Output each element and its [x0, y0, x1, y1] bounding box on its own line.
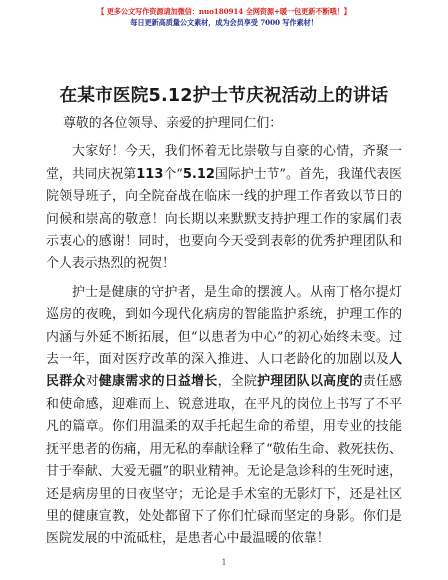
promo-line-wechat: 【 更多公文写作资源请加微信：nuo180914 全网资源+暖一包更新不断哦！】: [97, 7, 351, 16]
paragraph-2-bold-3: 护理团队以高度的: [257, 374, 363, 390]
festival-date: 5.12: [182, 166, 215, 182]
paragraph-nursing-role: [46, 282, 402, 551]
paragraph-1-text-a: 大家好！今天，我们怀着无比崇敬与自豪的心情，齐聚一堂，共同庆祝第: [46, 144, 402, 182]
paragraph-2-text-b: 对: [85, 374, 99, 390]
document-body: [46, 113, 402, 551]
paragraph-2-bold-2: 健康需求的日益增长: [98, 374, 218, 390]
paragraph-2-text-c: ，全院: [217, 374, 258, 390]
promo-banner: [0, 6, 448, 28]
page-number: 1: [221, 558, 227, 567]
document-title: 在某市医院5.12护士节庆祝活动上的讲话: [59, 86, 389, 106]
paragraph-2-bold-1: 人民群众: [46, 352, 402, 390]
paragraph-2-text-d: 责任感和使命感，迎难而上、锐意进取，在平凡的岗位上书写了不平凡的篇章。你们用温柔的双手托起生命的希望，用专业的技能抚平患者的伤痛，用无私的奉献诠释了“敬佑生命、救死扶伤、甘于奉献、大爱无疆”的职业精神。无论是急诊科的生死时速，还是病房里的日夜坚守；无论是手术室的无影灯下，还是社区里的健康宣教，处处都留下了你们忙碌而坚定的身影。你们是医院发展的中流砥柱，是患者心中最温暖的依靠！: [46, 374, 403, 547]
paragraph-2-text-a: 护士是健康的守护者，是生命的摆渡人。从南丁格尔提灯巡房的夜晚，到如今现代化病房的智能监护系统，护理工作的内涵与外延不断拓展，但“以患者为中心”的初心始终未变。过去一年，面对医疗改革的深入推进、人口老龄化的加剧以及: [46, 284, 402, 368]
salutation: 尊敬的各位领导、亲爱的护理同仁们：: [63, 116, 283, 131]
paragraph-greeting: [46, 141, 402, 275]
anniversary-number: 113: [136, 166, 164, 182]
paragraph-1-text-c: 国际护士节”。首先，我谨代表医院领导班子，向全院奋战在临床一线的护理工作者致以节日的问候和崇高的敬意！向长期以来默默支持护理工作的家属们表示衷心的感谢！同时，也要向今天受到表彰的优秀护理团队和个人表示热烈的祝贺！: [46, 166, 402, 272]
promo-line-membership: 每日更新高质量公文素材，成为会员享受 7000 写作素材！: [130, 18, 318, 27]
paragraph-1-text-b: 个“: [163, 166, 183, 182]
